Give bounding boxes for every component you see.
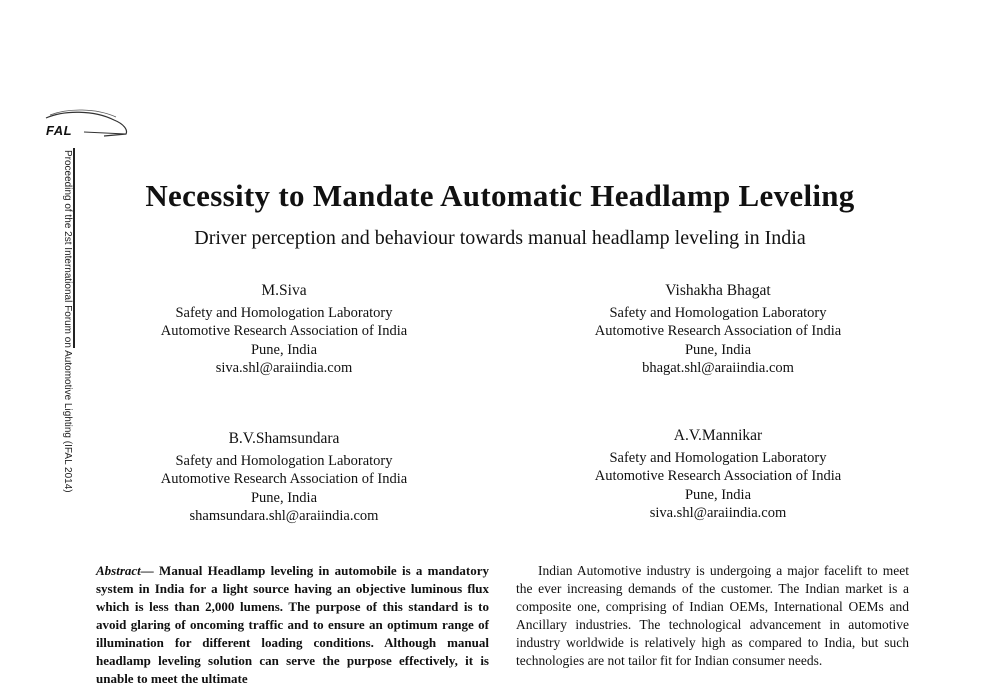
author-email: shamsundara.shl@araiindia.com xyxy=(189,508,379,524)
author-name: B.V.Shamsundara xyxy=(228,430,340,447)
author-city: Pune, India xyxy=(250,489,318,506)
abstract-column xyxy=(96,562,489,688)
intro-paragraph: Indian Automotive industry is undergoing a major facelift to meet the ever increasing demands of the customer. The Indian market is a composite one, comprising of Indian OEMs, International OEMs and Ancillary industries. The technological advancement in automotive industry worldwide is relatively high as compared to India, but such technologies are not tailor fit for Indian consumer needs. xyxy=(516,563,909,668)
author-org: Automotive Research Association of India xyxy=(594,468,842,484)
author-city: Pune, India xyxy=(684,341,752,358)
author-block xyxy=(114,430,454,526)
author-name: Vishakha Bhagat xyxy=(665,282,771,299)
author-block xyxy=(114,282,454,378)
author-name: M.Siva xyxy=(261,282,307,299)
author-city: Pune, India xyxy=(250,341,318,358)
author-email: bhagat.shl@araiindia.com xyxy=(642,360,794,376)
author-lab: Safety and Homologation Laboratory xyxy=(609,449,827,466)
author-org: Automotive Research Association of India xyxy=(160,471,408,487)
author-block xyxy=(548,427,888,523)
intro-column xyxy=(516,562,909,670)
author-block xyxy=(548,282,888,378)
abstract-label: Abstract— xyxy=(96,563,154,578)
author-lab: Safety and Homologation Laboratory xyxy=(175,452,393,469)
author-org: Automotive Research Association of India xyxy=(594,323,842,339)
author-org: Automotive Research Association of India xyxy=(160,323,408,339)
abstract-paragraph xyxy=(96,562,489,688)
logo-text: FAL xyxy=(46,123,73,138)
author-lab: Safety and Homologation Laboratory xyxy=(609,304,827,321)
paper-title xyxy=(0,178,1000,214)
paper-title-text: Necessity to Mandate Automatic Headlamp Leveling xyxy=(145,178,855,213)
author-name: A.V.Mannikar xyxy=(673,427,763,444)
abstract-text: Manual Headlamp leveling in automobile is a mandatory system in India for a light source having an objective luminous flux which is less than 2,000 lumens. The purpose of this standard is to avoid glaring of oncoming traffic and to ensure an optimum range of illumination for different loading conditions. Although manual headlamp leveling solution can serve the purpose effectively, it is unable to meet the ultimate xyxy=(96,563,489,686)
paper-subtitle: Driver perception and behaviour towards manual headlamp leveling in India xyxy=(194,227,806,249)
author-email: siva.shl@araiindia.com xyxy=(215,360,353,376)
author-lab: Safety and Homologation Laboratory xyxy=(175,304,393,321)
author-email: siva.shl@araiindia.com xyxy=(649,505,787,521)
sidebar-proceeding-text: Proceeding of the 2st International Forum on Automotive Lighting (IFAL 2014) xyxy=(62,150,73,493)
author-city: Pune, India xyxy=(684,486,752,503)
